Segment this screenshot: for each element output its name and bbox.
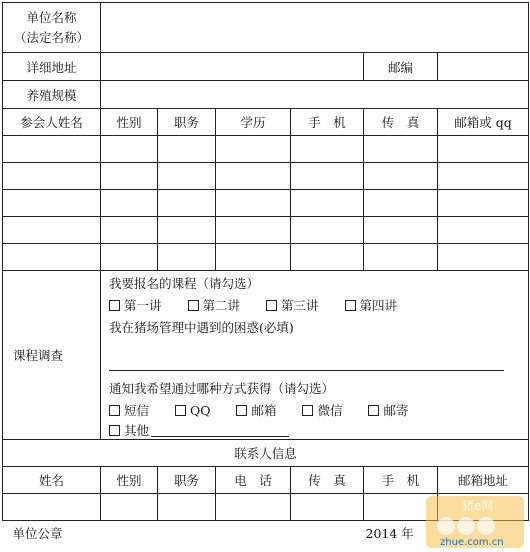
participant-cell[interactable] <box>216 244 291 271</box>
course-option-2[interactable] <box>188 296 241 314</box>
participant-header-mobile: 手 机 <box>291 109 364 136</box>
checkbox-icon[interactable] <box>345 300 356 311</box>
participant-row <box>3 190 529 217</box>
participant-cell[interactable] <box>101 217 158 244</box>
contact-cell[interactable] <box>291 494 364 521</box>
participant-cell[interactable] <box>364 136 438 163</box>
checkbox-icon[interactable] <box>302 405 313 416</box>
participant-cell[interactable] <box>216 136 291 163</box>
course-prompt: 我要报名的课程（请勾选） <box>109 276 260 291</box>
address-row <box>3 53 529 81</box>
contact-header-gender: 性别 <box>101 467 158 494</box>
participant-header-email: 邮箱或 qq <box>438 109 529 136</box>
checkbox-icon[interactable] <box>368 405 379 416</box>
notify-option-label: 邮箱 <box>251 403 277 418</box>
address-label: 详细地址 <box>3 53 101 81</box>
notify-other-line[interactable] <box>151 424 289 437</box>
contact-title: 联系人信息 <box>3 440 529 467</box>
scale-row <box>3 81 529 109</box>
participant-row <box>3 217 529 244</box>
checkbox-icon[interactable] <box>236 405 247 416</box>
course-options <box>109 296 419 314</box>
postcode-label: 邮编 <box>364 53 438 81</box>
participant-cell[interactable] <box>364 217 438 244</box>
contact-header-fax: 传 真 <box>291 467 364 494</box>
participant-cell[interactable] <box>438 136 529 163</box>
unit-name-label-line1: 单位名称 <box>26 9 77 25</box>
notify-options <box>109 401 431 419</box>
participant-cell[interactable] <box>3 163 101 190</box>
watermark-text: 猪e网 <box>462 499 494 513</box>
seal-label: 单位公章 <box>12 525 63 541</box>
participant-cell[interactable] <box>291 190 364 217</box>
course-option-label: 第四讲 <box>359 298 398 313</box>
participant-cell[interactable] <box>3 244 101 271</box>
contact-cell[interactable] <box>101 494 158 521</box>
participant-cell[interactable] <box>3 136 101 163</box>
contact-cell[interactable] <box>158 494 216 521</box>
scale-field[interactable] <box>101 81 529 109</box>
watermark-logo <box>426 496 524 548</box>
participant-cell[interactable] <box>101 190 158 217</box>
checkbox-icon[interactable] <box>266 300 277 311</box>
contact-cell[interactable] <box>216 494 291 521</box>
course-option-label: 第一讲 <box>124 298 162 313</box>
participant-cell[interactable] <box>158 244 216 271</box>
participant-cell[interactable] <box>158 217 216 244</box>
course-option-label: 第二讲 <box>202 298 241 313</box>
survey-cell <box>101 271 529 440</box>
registration-form-table <box>2 2 529 545</box>
participant-cell[interactable] <box>438 163 529 190</box>
checkbox-icon[interactable] <box>109 405 120 416</box>
checkbox-icon[interactable] <box>109 425 120 436</box>
date-label: 2014 年 <box>365 525 414 541</box>
survey-label: 课程调查 <box>3 271 101 440</box>
contact-title-row <box>3 440 529 467</box>
watermark-pig-icon <box>477 517 495 535</box>
watermark-url: zhue.com.cn <box>440 537 504 548</box>
participant-header-fax: 传 真 <box>364 109 438 136</box>
participant-cell[interactable] <box>158 190 216 217</box>
watermark-pig-icon <box>437 517 455 535</box>
notify-option-mail[interactable] <box>368 401 408 419</box>
participant-header-education: 学历 <box>216 109 291 136</box>
address-field[interactable] <box>101 53 364 81</box>
scale-label: 养殖规模 <box>3 81 101 109</box>
participant-cell[interactable] <box>438 217 529 244</box>
contact-cell[interactable] <box>3 494 101 521</box>
course-option-label: 第三讲 <box>281 298 319 313</box>
course-option-3[interactable] <box>266 296 319 314</box>
course-option-4[interactable] <box>345 296 398 314</box>
participant-cell[interactable] <box>101 136 158 163</box>
contact-header-email: 邮箱地址 <box>438 467 529 494</box>
problem-prompt: 我在猪场管理中遇到的困惑(必填) <box>109 320 294 335</box>
participant-cell[interactable] <box>158 136 216 163</box>
contact-header-mobile: 手 机 <box>364 467 438 494</box>
participant-cell[interactable] <box>364 244 438 271</box>
participant-cell[interactable] <box>364 163 438 190</box>
unit-name-field[interactable] <box>101 3 529 53</box>
participant-cell[interactable] <box>101 163 158 190</box>
notify-option-wechat[interactable] <box>302 401 342 419</box>
notify-other[interactable] <box>109 421 289 439</box>
participant-cell[interactable] <box>291 244 364 271</box>
notify-option-label: 微信 <box>317 403 343 418</box>
notify-other-label: 其他 <box>124 423 150 438</box>
contact-header-name: 姓名 <box>3 467 101 494</box>
unit-name-label-line2: （法定名称） <box>13 29 89 45</box>
contact-header-phone: 电 话 <box>216 467 291 494</box>
postcode-field[interactable] <box>438 53 529 81</box>
checkbox-icon[interactable] <box>175 405 186 416</box>
participant-cell[interactable] <box>216 217 291 244</box>
participant-header-gender: 性别 <box>101 109 158 136</box>
survey-row <box>3 271 529 440</box>
notify-option-label: QQ <box>190 403 211 418</box>
notify-option-sms[interactable] <box>109 401 149 419</box>
participant-cell[interactable] <box>101 244 158 271</box>
course-option-1[interactable] <box>109 296 162 314</box>
notify-option-email[interactable] <box>236 401 276 419</box>
participant-cell[interactable] <box>291 217 364 244</box>
participant-cell[interactable] <box>216 163 291 190</box>
participant-cell[interactable] <box>438 244 529 271</box>
participant-row <box>3 136 529 163</box>
participant-header-title: 职务 <box>158 109 216 136</box>
notify-option-qq[interactable] <box>175 403 211 418</box>
contact-header-title: 职务 <box>158 467 216 494</box>
participant-row <box>3 244 529 271</box>
contact-header-row <box>3 467 529 494</box>
notify-prompt: 通知我希望通过哪种方式获得（请勾选） <box>109 381 335 396</box>
participant-cell[interactable] <box>158 163 216 190</box>
participant-cell[interactable] <box>216 190 291 217</box>
participant-cell[interactable] <box>291 163 364 190</box>
participant-row <box>3 163 529 190</box>
participant-header-name: 参会人姓名 <box>3 109 101 136</box>
participant-header-row <box>3 109 529 136</box>
participant-cell[interactable] <box>3 217 101 244</box>
checkbox-icon[interactable] <box>188 300 199 311</box>
seal-space <box>101 521 364 545</box>
watermark-pig-icon <box>457 517 475 535</box>
checkbox-icon[interactable] <box>109 300 120 311</box>
unit-name-label <box>3 3 101 53</box>
participant-cell[interactable] <box>438 190 529 217</box>
notify-option-label: 邮寄 <box>383 403 409 418</box>
participant-cell[interactable] <box>3 190 101 217</box>
problem-answer-line[interactable] <box>109 370 504 371</box>
notify-option-label: 短信 <box>124 403 150 418</box>
unit-name-row <box>3 3 529 53</box>
participant-cell[interactable] <box>291 136 364 163</box>
participant-cell[interactable] <box>364 190 438 217</box>
